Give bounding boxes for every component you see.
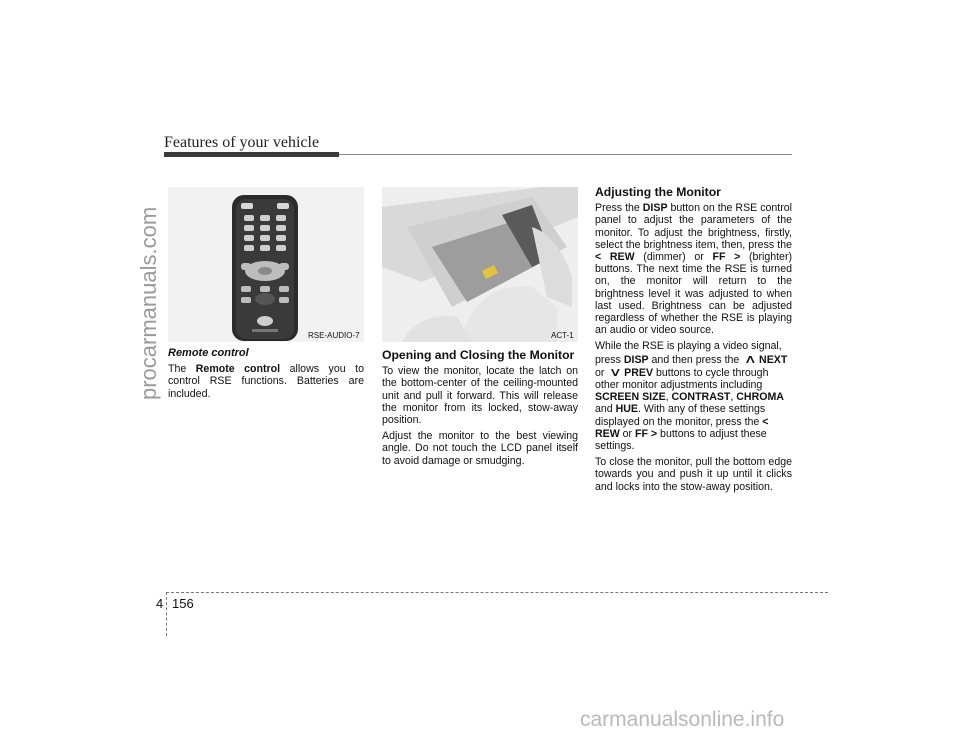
column-adjusting-monitor: [595, 186, 792, 497]
up-arrow-icon: ∧: [744, 351, 758, 366]
remote-control-paragraph: The Remote control allows you to control RSE functions. Batteries are included.: [168, 363, 364, 400]
page-header-title: Features of your vehicle: [164, 134, 320, 151]
bottom-watermark: carmanualsonline.info: [580, 708, 785, 731]
adjusting-monitor-heading: Adjusting the Monitor: [595, 185, 721, 199]
column-remote-control: [168, 347, 364, 404]
adjusting-paragraph-2: While the RSE is playing a video signal, press DISP and then press the ∧ NEXT or ∨ PREV buttons to cycle through other monitor adjustments including SCREEN SIZE, CONTRAST, CHROMA and HUE. With any of these settings displayed on the monitor, press the < REW or FF > buttons to adjust these settings.: [595, 340, 788, 453]
adjusting-paragraph-3: To close the monitor, pull the bottom edge towards you and push it up until it clicks and locks into the stow-away position.: [595, 456, 792, 493]
monitor-illustration: [382, 187, 578, 342]
opening-closing-paragraph-2: Adjust the monitor to the best viewing angle. Do not touch the LCD panel itself to avoid damage or smudging.: [382, 430, 578, 467]
chapter-number: 4: [156, 596, 164, 611]
remote-control-figure: [168, 187, 364, 342]
opening-closing-paragraph-1: To view the monitor, locate the latch on the bottom-center of the ceiling-mounted unit and pull it forward. This will release the monitor from its locked, stow-away position.: [382, 365, 578, 427]
down-arrow-icon: ∨: [609, 364, 623, 379]
side-watermark: procarmanuals.com: [136, 206, 161, 400]
figure-label-remote: RSE-AUDIO-7: [308, 331, 360, 340]
footer-rule: [166, 592, 828, 593]
figure-label-monitor: ACT-1: [551, 331, 574, 340]
column-opening-closing: [382, 349, 578, 471]
remote-control-heading: Remote control: [168, 347, 249, 359]
opening-closing-heading: Opening and Closing the Monitor: [382, 348, 575, 362]
footer-vertical-rule: [166, 592, 167, 636]
header-rule: [339, 154, 792, 155]
monitor-figure: [382, 187, 578, 342]
adjusting-paragraph-1: Press the DISP button on the RSE control panel to adjust the parameters of the monitor. To adjust the brightness, firstly, select the brightness item, then, press the < REW (dimmer) or FF > (brighter) buttons. The next time the RSE is turned on, the monitor will return to the brightness level it was adjusted to when last used. Brightness can be adjusted regardless of whether the RSE is playing an audio or video source.: [595, 202, 792, 337]
header-bar: [164, 152, 339, 157]
remote-control-illustration: [168, 187, 364, 342]
page-number: 156: [172, 596, 194, 611]
